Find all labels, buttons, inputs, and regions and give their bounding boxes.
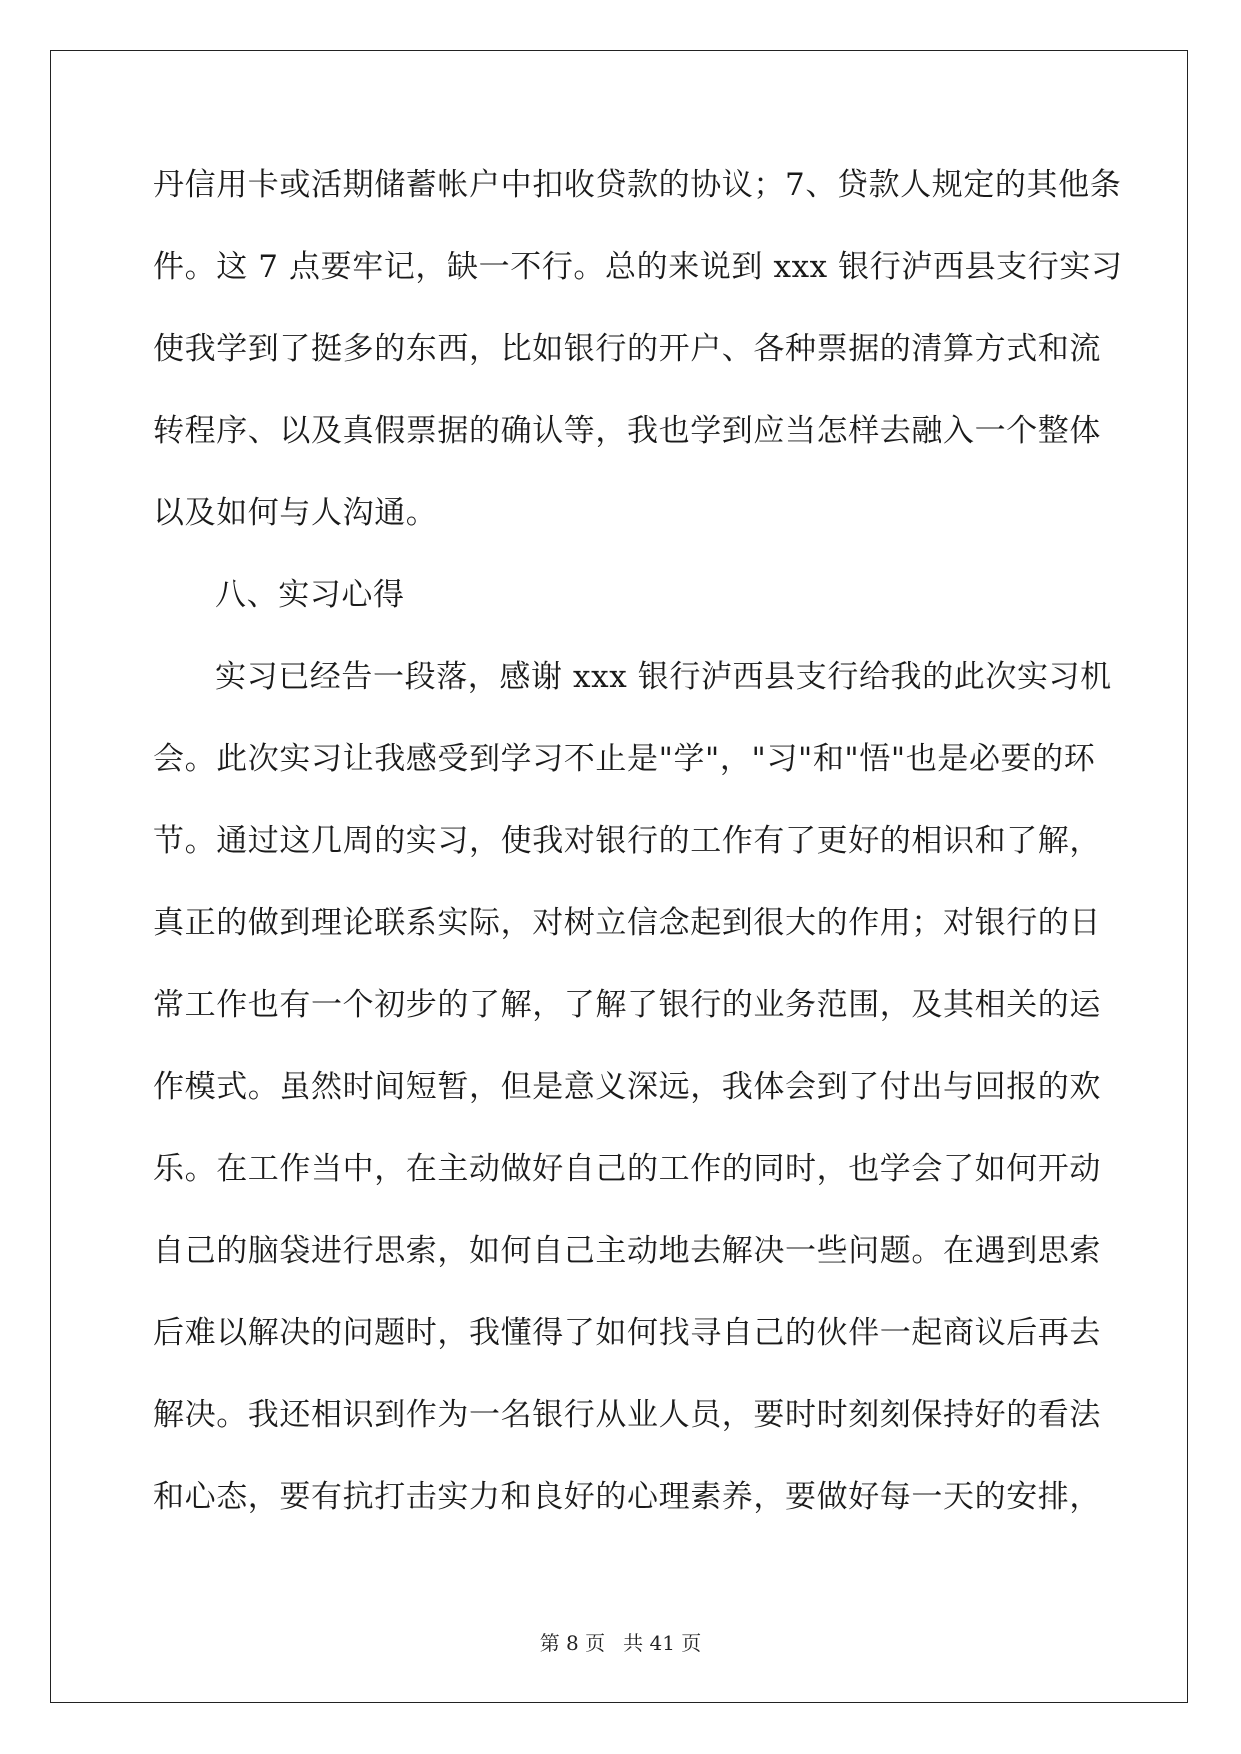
text-line: 会。此次实习让我感受到学习不止是"学"，"习"和"悟"也是必要的环 [153,741,1096,777]
text-line: 使我学到了挺多的东西，比如银行的开户、各种票据的清算方式和流 [153,331,1101,367]
section-heading: 八、实习心得 [215,577,405,613]
text-line: 作模式。虽然时间短暂，但是意义深远，我体会到了付出与回报的欢 [153,1069,1101,1105]
text-line: 真正的做到理论联系实际，对树立信念起到很大的作用；对银行的日 [153,905,1101,941]
text-line: 实习已经告一段落，感谢 xxx 银行泸西县支行给我的此次实习机 [215,659,1112,695]
text-line: 乐。在工作当中，在主动做好自己的工作的同时，也学会了如何开动 [153,1151,1101,1187]
text-line: 以及如何与人沟通。 [153,495,438,531]
page-footer [0,1627,1241,1656]
text-line: 自己的脑袋进行思索，如何自己主动地去解决一些问题。在遇到思索 [153,1233,1101,1269]
text-line: 件。这 7 点要牢记，缺一不行。总的来说到 xxx 银行泸西县支行实习 [153,249,1123,285]
text-line: 丹信用卡或活期储蓄帐户中扣收贷款的协议；7、贷款人规定的其他条 [153,167,1122,203]
text-line: 节。通过这几周的实习，使我对银行的工作有了更好的相识和了解， [153,823,1101,859]
text-line: 转程序、以及真假票据的确认等，我也学到应当怎样去融入一个整体 [153,413,1101,449]
text-line: 常工作也有一个初步的了解，了解了银行的业务范围，及其相关的运 [153,987,1101,1023]
text-line: 后难以解决的问题时，我懂得了如何找寻自己的伙伴一起商议后再去 [153,1315,1101,1351]
text-line: 解决。我还相识到作为一名银行从业人员，要时时刻刻保持好的看法 [153,1397,1101,1433]
text-line: 和心态，要有抗打击实力和良好的心理素养，要做好每一天的安排， [153,1479,1101,1515]
page-total: 共 41 页 [623,1631,702,1655]
page-number: 第 8 页 [539,1631,606,1655]
document-body [153,160,1123,1554]
